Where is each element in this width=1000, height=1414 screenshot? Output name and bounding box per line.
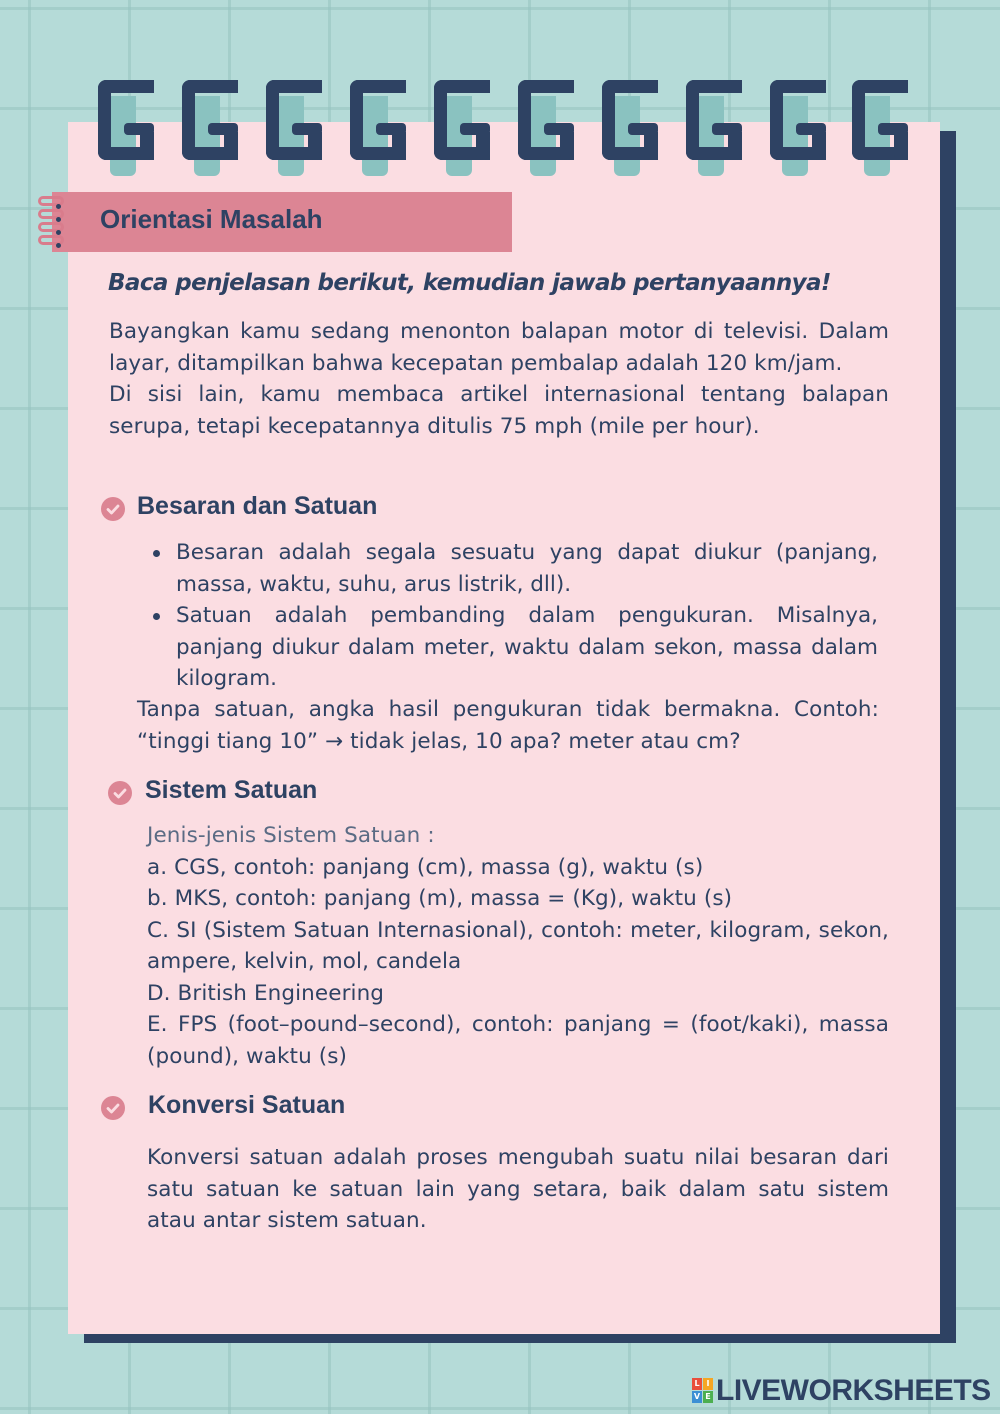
binder-rings xyxy=(98,80,908,180)
binder-ring-icon xyxy=(686,80,742,176)
besaran-bullet-list xyxy=(150,537,878,695)
list-item: b. MKS, contoh: panjang (m), massa = (Kg), waktu (s) xyxy=(147,886,733,911)
binder-ring-icon xyxy=(602,80,658,176)
binder-ring-icon xyxy=(266,80,322,176)
check-circle-icon xyxy=(101,1096,125,1120)
binder-ring-icon xyxy=(770,80,826,176)
check-circle-icon xyxy=(108,781,132,805)
logo-mark-icon: L I V E xyxy=(692,1378,714,1404)
binder-ring-icon xyxy=(350,80,406,176)
section-heading-konversi: Konversi Satuan xyxy=(148,1091,346,1119)
binder-ring-icon xyxy=(182,80,238,176)
check-circle-icon xyxy=(101,497,125,521)
konversi-text: Konversi satuan adalah proses mengubah suatu nilai besaran dari satu satuan ke satuan lain yang setara, baik dalam satu sistem atau antar sistem satuan. xyxy=(147,1145,889,1233)
section-heading-besaran: Besaran dan Satuan xyxy=(137,492,378,520)
binder-ring-icon xyxy=(518,80,574,176)
list-item: C. SI (Sistem Satuan Internasional), contoh: meter, kilogram, sekon, ampere, kelvin, mol, candela xyxy=(147,917,889,974)
list-item: Besaran adalah segala sesuatu yang dapat diukur (panjang, massa, waktu, suhu, arus listrik, dll). xyxy=(150,537,878,600)
coil-icon xyxy=(38,194,68,252)
binder-ring-icon xyxy=(434,80,490,176)
page-title: Orientasi Masalah xyxy=(100,204,323,234)
list-item: a. CGS, contoh: panjang (cm), massa (g), waktu (s) xyxy=(147,854,704,880)
brand-name: LIVEWORKSHEETS xyxy=(716,1374,991,1407)
list-item: Satuan adalah pembanding dalam pengukuran. Misalnya, panjang diukur dalam meter, waktu dalam sekon, massa dalam kilogram. xyxy=(150,600,878,695)
binder-ring-icon xyxy=(852,80,908,176)
binder-ring-icon xyxy=(98,80,154,176)
sistem-list xyxy=(147,820,889,1072)
besaran-note: Tanpa satuan, angka hasil pengukuran tidak bermakna. Contoh: “tinggi tiang 10” → tidak jelas, 10 apa? meter atau cm? xyxy=(137,697,879,754)
section-heading-sistem: Sistem Satuan xyxy=(145,776,318,804)
instruction-text: Baca penjelasan berikut, kemudian jawab pertanyaannya! xyxy=(108,270,831,296)
list-item: E. FPS (foot–pound–second), contoh: panjang = (foot/kaki), massa (pound), waktu (s) xyxy=(147,1012,889,1069)
intro-paragraph: Bayangkan kamu sedang menonton balapan motor di televisi. Dalam layar, ditampilkan bahwa kecepatan pembalap adalah 120 km/jam. xyxy=(109,319,889,376)
list-item: D. British Engineering xyxy=(147,980,385,1006)
intro-paragraph: Di sisi lain, kamu membaca artikel internasional tentang balapan serupa, tetapi kecepatannya ditulis 75 mph (mile per hour). xyxy=(109,382,889,439)
intro-text xyxy=(109,316,889,442)
sistem-intro: Jenis-jenis Sistem Satuan : xyxy=(147,823,435,848)
